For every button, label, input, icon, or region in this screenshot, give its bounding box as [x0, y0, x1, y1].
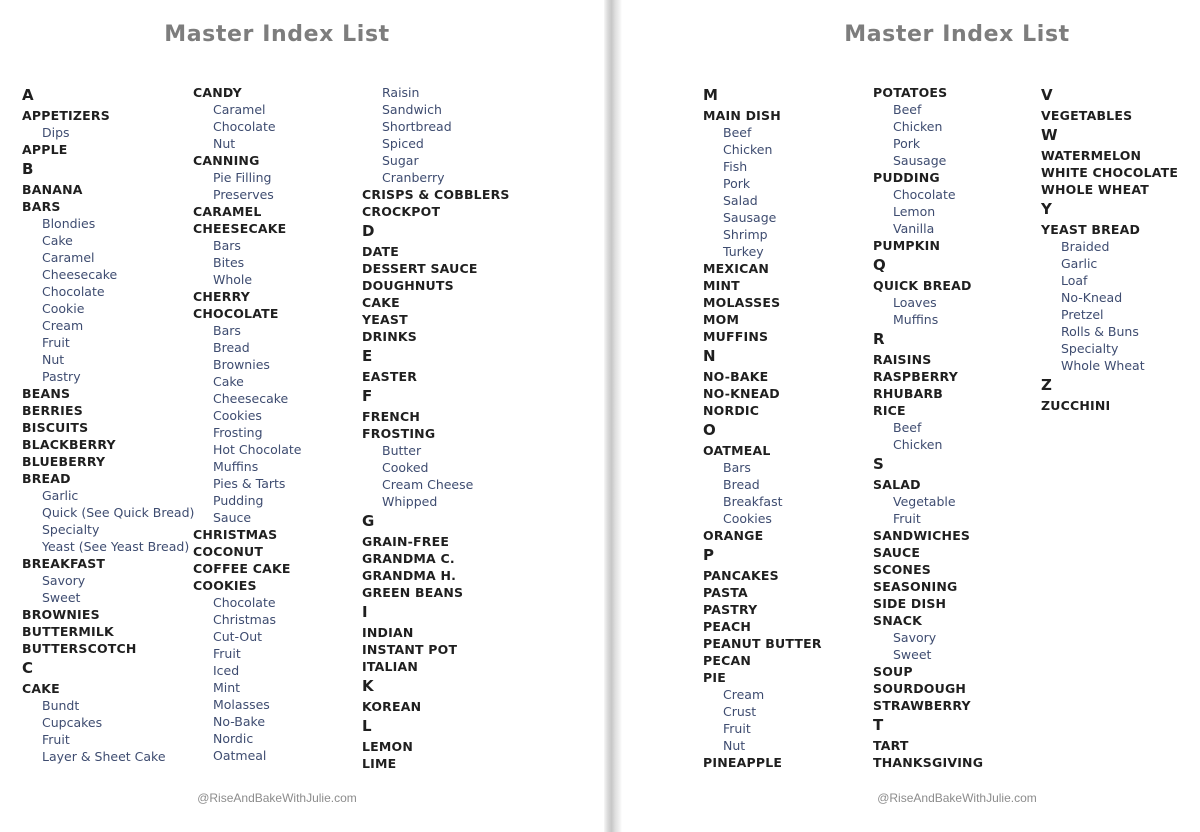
- category-header: GRAIN-FREE: [362, 534, 450, 549]
- category-header: PEANUT BUTTER: [703, 636, 822, 651]
- sub-item: Pretzel: [1061, 307, 1104, 322]
- sub-item: Loaves: [893, 295, 937, 310]
- category-header: WHITE CHOCOLATE: [1041, 165, 1179, 180]
- category-header: EASTER: [362, 369, 418, 384]
- category-header: BREAD: [22, 471, 71, 486]
- page-title: Master Index List: [164, 22, 390, 47]
- sub-item: Cookies: [723, 511, 772, 526]
- category-header: MUFFINS: [703, 329, 769, 344]
- category-header: BLUEBERRY: [22, 454, 106, 469]
- letter-heading: W: [1041, 126, 1058, 144]
- letter-heading: P: [703, 546, 715, 564]
- sub-item: Cream Cheese: [382, 477, 474, 492]
- sub-item: Pork: [893, 136, 921, 151]
- sub-item: Fruit: [42, 732, 70, 747]
- sub-item: Beef: [893, 420, 922, 435]
- letter-heading: D: [362, 222, 375, 240]
- sub-item: Cut-Out: [213, 629, 263, 644]
- category-header: MAIN DISH: [703, 108, 781, 123]
- category-header: RHUBARB: [873, 386, 943, 401]
- category-header: APPETIZERS: [22, 108, 110, 123]
- letter-heading: R: [873, 330, 885, 348]
- category-header: COCONUT: [193, 544, 264, 559]
- category-header: MINT: [703, 278, 740, 293]
- category-header: GRANDMA C.: [362, 551, 455, 566]
- sub-item: Hot Chocolate: [213, 442, 302, 457]
- sub-item: Rolls & Buns: [1061, 324, 1139, 339]
- sub-item: Christmas: [213, 612, 277, 627]
- letter-heading: A: [22, 86, 34, 104]
- index-column: [703, 84, 879, 771]
- sub-item: Pudding: [213, 493, 264, 508]
- sub-item: Crust: [723, 704, 757, 719]
- category-header: CHERRY: [193, 289, 250, 304]
- sub-item: Pork: [723, 176, 751, 191]
- category-header: BANANA: [22, 182, 83, 197]
- category-header: ORANGE: [703, 528, 764, 543]
- sub-item: Fruit: [42, 335, 70, 350]
- sub-item: Spiced: [382, 136, 424, 151]
- category-header: BUTTERSCOTCH: [22, 641, 137, 656]
- category-header: FRENCH: [362, 409, 420, 424]
- category-header: RICE: [873, 403, 906, 418]
- footer-watermark: @RiseAndBakeWithJulie.com: [877, 791, 1037, 805]
- category-header: YEAST: [362, 312, 408, 327]
- category-header: ITALIAN: [362, 659, 419, 674]
- category-header: NORDIC: [703, 403, 760, 418]
- category-header: SCONES: [873, 562, 932, 577]
- category-header: MEXICAN: [703, 261, 769, 276]
- category-header: BEANS: [22, 386, 71, 401]
- category-header: PUDDING: [873, 170, 940, 185]
- category-header: WATERMELON: [1041, 148, 1142, 163]
- category-header: CAKE: [22, 681, 60, 696]
- sub-item: Fruit: [213, 646, 241, 661]
- sub-item: Sauce: [213, 510, 252, 525]
- sub-item: Nut: [213, 136, 236, 151]
- page-divider: [604, 0, 622, 832]
- sub-item: Loaf: [1061, 273, 1088, 288]
- category-header: STRAWBERRY: [873, 698, 971, 713]
- category-header: RAISINS: [873, 352, 932, 367]
- category-header: PINEAPPLE: [703, 755, 783, 770]
- sub-item: Caramel: [42, 250, 95, 265]
- sub-item: Fruit: [723, 721, 751, 736]
- category-header: POTATOES: [873, 85, 948, 100]
- category-header: NO-BAKE: [703, 369, 769, 384]
- category-header: PASTA: [703, 585, 748, 600]
- sub-item: Preserves: [213, 187, 274, 202]
- sub-item: Specialty: [1061, 341, 1119, 356]
- category-header: SOUP: [873, 664, 913, 679]
- category-header: CANDY: [193, 85, 242, 100]
- sub-item: Garlic: [1061, 256, 1098, 271]
- sub-item: Bread: [723, 477, 760, 492]
- sub-item: Molasses: [213, 697, 270, 712]
- category-header: PUMPKIN: [873, 238, 941, 253]
- category-header: COOKIES: [193, 578, 257, 593]
- sub-item: Cream: [723, 687, 765, 702]
- letter-heading: O: [703, 421, 717, 439]
- sub-item: Muffins: [213, 459, 259, 474]
- category-header: SOURDOUGH: [873, 681, 967, 696]
- sub-item: Chocolate: [42, 284, 105, 299]
- sub-item: Chocolate: [893, 187, 956, 202]
- sub-item: Layer & Sheet Cake: [42, 749, 166, 764]
- sub-item: Savory: [42, 573, 86, 588]
- category-header: COFFEE CAKE: [193, 561, 291, 576]
- sub-item: Mint: [213, 680, 241, 695]
- sub-item: Whole: [213, 272, 253, 287]
- sub-item: Vanilla: [893, 221, 935, 236]
- category-header: SIDE DISH: [873, 596, 947, 611]
- index-column: [873, 84, 1049, 771]
- sub-item: Shortbread: [382, 119, 452, 134]
- category-header: ZUCCHINI: [1041, 398, 1111, 413]
- sub-item: Blondies: [42, 216, 96, 231]
- category-header: BUTTERMILK: [22, 624, 114, 639]
- category-header: PIE: [703, 670, 726, 685]
- sub-item: Braided: [1061, 239, 1110, 254]
- sub-item: Nut: [723, 738, 746, 753]
- category-header: SNACK: [873, 613, 922, 628]
- category-header: MOLASSES: [703, 295, 781, 310]
- letter-heading: S: [873, 455, 885, 473]
- sub-item: Whole Wheat: [1061, 358, 1145, 373]
- sub-item: Raisin: [382, 85, 420, 100]
- category-header: DOUGHNUTS: [362, 278, 454, 293]
- category-header: BREAKFAST: [22, 556, 106, 571]
- sub-item: Salad: [723, 193, 758, 208]
- sub-item: Whipped: [382, 494, 438, 509]
- category-header: NO-KNEAD: [703, 386, 780, 401]
- sub-item: Pastry: [42, 369, 81, 384]
- index-page-right: [622, 0, 1200, 832]
- category-header: MOM: [703, 312, 740, 327]
- sub-item: Sugar: [382, 153, 419, 168]
- sub-item: Cream: [42, 318, 84, 333]
- category-header: PEACH: [703, 619, 752, 634]
- sub-item: Cupcakes: [42, 715, 103, 730]
- letter-heading: T: [873, 716, 884, 734]
- category-header: YEAST BREAD: [1041, 222, 1141, 237]
- index-column: [193, 84, 369, 764]
- sub-item: Cake: [213, 374, 244, 389]
- sub-item: Pie Filling: [213, 170, 272, 185]
- category-header: RASPBERRY: [873, 369, 958, 384]
- index-column: [362, 84, 538, 772]
- category-header: SAUCE: [873, 545, 921, 560]
- category-header: KOREAN: [362, 699, 422, 714]
- letter-heading: I: [362, 603, 368, 621]
- sub-item: Cheesecake: [213, 391, 289, 406]
- sub-item: Sausage: [723, 210, 777, 225]
- category-header: WHOLE WHEAT: [1041, 182, 1149, 197]
- category-header: GREEN BEANS: [362, 585, 464, 600]
- sub-item: Sandwich: [382, 102, 442, 117]
- sub-item: Caramel: [213, 102, 266, 117]
- sub-item: Bars: [213, 323, 241, 338]
- category-header: BROWNIES: [22, 607, 100, 622]
- category-header: SANDWICHES: [873, 528, 971, 543]
- sub-item: Cookie: [42, 301, 85, 316]
- letter-heading: N: [703, 347, 716, 365]
- index-column: [1041, 84, 1200, 414]
- sub-item: Garlic: [42, 488, 79, 503]
- letter-heading: Z: [1041, 376, 1053, 394]
- sub-item: Bread: [213, 340, 250, 355]
- sub-item: Sausage: [893, 153, 947, 168]
- footer-watermark: @RiseAndBakeWithJulie.com: [197, 791, 357, 805]
- letter-heading: V: [1041, 86, 1053, 104]
- sub-item: Frosting: [213, 425, 263, 440]
- category-header: LEMON: [362, 739, 414, 754]
- category-header: THANKSGIVING: [873, 755, 984, 770]
- category-header: CANNING: [193, 153, 260, 168]
- category-header: BERRIES: [22, 403, 83, 418]
- category-header: LIME: [362, 756, 397, 771]
- category-header: BLACKBERRY: [22, 437, 116, 452]
- sub-item: Nut: [42, 352, 65, 367]
- category-header: BARS: [22, 199, 61, 214]
- category-header: PASTRY: [703, 602, 758, 617]
- letter-heading: B: [22, 160, 34, 178]
- sub-item: Chicken: [893, 437, 943, 452]
- category-header: DATE: [362, 244, 399, 259]
- sub-item: No-Bake: [213, 714, 266, 729]
- sub-item: Muffins: [893, 312, 939, 327]
- category-header: QUICK BREAD: [873, 278, 972, 293]
- category-header: APPLE: [22, 142, 68, 157]
- category-header: SEASONING: [873, 579, 958, 594]
- category-header: DESSERT SAUCE: [362, 261, 478, 276]
- category-header: TART: [873, 738, 909, 753]
- sub-item: Turkey: [723, 244, 764, 259]
- category-header: VEGETABLES: [1041, 108, 1133, 123]
- sub-item: Cake: [42, 233, 73, 248]
- sub-item: Lemon: [893, 204, 936, 219]
- sub-item: Breakfast: [723, 494, 783, 509]
- letter-heading: K: [362, 677, 374, 695]
- category-header: CHEESECAKE: [193, 221, 287, 236]
- letter-heading: C: [22, 659, 34, 677]
- letter-heading: Q: [873, 256, 887, 274]
- sub-item: Bites: [213, 255, 245, 270]
- sub-item: Chocolate: [213, 595, 276, 610]
- sub-item: Vegetable: [893, 494, 956, 509]
- sub-item: Iced: [213, 663, 240, 678]
- category-header: CHRISTMAS: [193, 527, 278, 542]
- sub-item: Chocolate: [213, 119, 276, 134]
- page-title: Master Index List: [844, 22, 1070, 47]
- sub-item: Sweet: [42, 590, 81, 605]
- sub-item: Sweet: [893, 647, 932, 662]
- category-header: INDIAN: [362, 625, 414, 640]
- sub-item: Chicken: [893, 119, 943, 134]
- category-header: FROSTING: [362, 426, 436, 441]
- category-header: PANCAKES: [703, 568, 779, 583]
- sub-item: Bars: [723, 460, 751, 475]
- sub-item: Cookies: [213, 408, 262, 423]
- category-header: SALAD: [873, 477, 921, 492]
- sub-item: No-Knead: [1061, 290, 1123, 305]
- category-header: PECAN: [703, 653, 752, 668]
- sub-item: Savory: [893, 630, 937, 645]
- category-header: OATMEAL: [703, 443, 771, 458]
- sub-item: Pies & Tarts: [213, 476, 286, 491]
- category-header: BISCUITS: [22, 420, 89, 435]
- category-header: CAKE: [362, 295, 400, 310]
- sub-item: Beef: [723, 125, 752, 140]
- sub-item: Shrimp: [723, 227, 768, 242]
- sub-item: Yeast (See Yeast Bread): [42, 539, 190, 554]
- sub-item: Chicken: [723, 142, 773, 157]
- category-header: CARAMEL: [193, 204, 262, 219]
- sub-item: Brownies: [213, 357, 270, 372]
- sub-item: Bars: [213, 238, 241, 253]
- letter-heading: Y: [1041, 200, 1053, 218]
- letter-heading: M: [703, 86, 719, 104]
- category-header: CROCKPOT: [362, 204, 441, 219]
- sub-item: Cranberry: [382, 170, 445, 185]
- sub-item: Nordic: [213, 731, 254, 746]
- category-header: DRINKS: [362, 329, 418, 344]
- sub-item: Cheesecake: [42, 267, 118, 282]
- sub-item: Oatmeal: [213, 748, 267, 763]
- index-column: [22, 84, 198, 765]
- sub-item: Fruit: [893, 511, 921, 526]
- sub-item: Dips: [42, 125, 70, 140]
- letter-heading: F: [362, 387, 373, 405]
- category-header: CRISPS & COBBLERS: [362, 187, 510, 202]
- sub-item: Bundt: [42, 698, 80, 713]
- letter-heading: L: [362, 717, 372, 735]
- sub-item: Specialty: [42, 522, 100, 537]
- sub-item: Cooked: [382, 460, 429, 475]
- category-header: CHOCOLATE: [193, 306, 279, 321]
- letter-heading: E: [362, 347, 373, 365]
- sub-item: Quick (See Quick Bread): [42, 505, 195, 520]
- category-header: INSTANT POT: [362, 642, 458, 657]
- sub-item: Beef: [893, 102, 922, 117]
- sub-item: Butter: [382, 443, 422, 458]
- letter-heading: G: [362, 512, 375, 530]
- sub-item: Fish: [723, 159, 748, 174]
- category-header: GRANDMA H.: [362, 568, 457, 583]
